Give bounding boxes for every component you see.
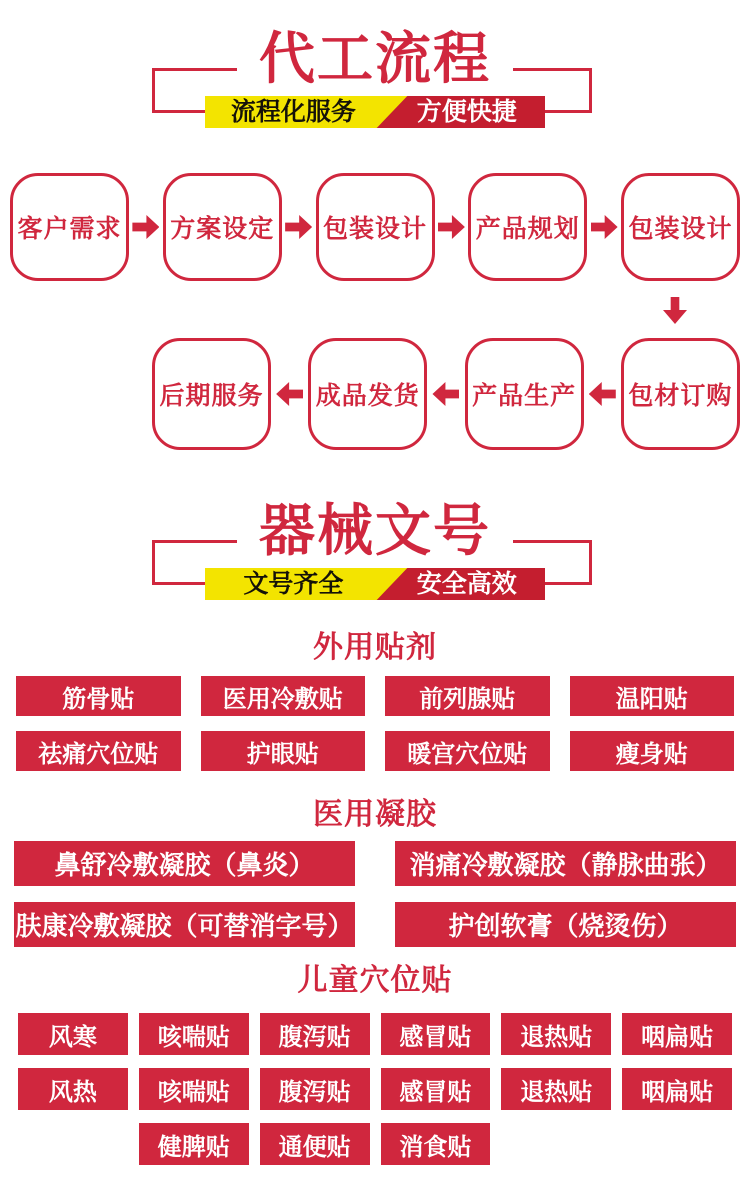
product-tag: 暖宫穴位贴 [385, 731, 550, 771]
product-tag: 护创软膏（烧烫伤） [395, 902, 736, 947]
ribbon-right-label: 方便快捷 [416, 98, 517, 126]
product-tag: 咳喘贴 [139, 1013, 249, 1055]
license-section-header [0, 500, 750, 600]
product-tag: 消痛冷敷凝胶（静脉曲张） [395, 841, 736, 886]
product-tag: 医用冷敷贴 [201, 676, 366, 716]
product-tag: 鼻舒冷敷凝胶（鼻炎） [14, 841, 355, 886]
flow-step-label: 包装设计 [322, 215, 427, 243]
product-tag: 筋骨贴 [16, 676, 181, 716]
flow-step-after-sales-service [152, 338, 271, 450]
arrow-left-icon [589, 382, 616, 406]
product-tag: 肤康冷敷凝胶（可替消字号） [14, 902, 355, 947]
product-tag: 祛痛穴位贴 [16, 731, 181, 771]
children-patches-grid [18, 1013, 732, 1165]
license-ribbon [205, 568, 545, 600]
product-tag: 退热贴 [501, 1068, 611, 1110]
product-tag: 温阳贴 [570, 676, 735, 716]
product-tag: 咽扁贴 [622, 1068, 732, 1110]
ribbon-left-label: 文号齐全 [243, 570, 344, 598]
product-tag: 腹泻贴 [260, 1068, 370, 1110]
product-tag: 瘦身贴 [570, 731, 735, 771]
product-tag: 通便贴 [260, 1123, 370, 1165]
flow-step-goods-delivery [308, 338, 427, 450]
group-heading-external-patches: 外用贴剂 [313, 631, 437, 664]
process-flow-row-2 [152, 338, 740, 450]
arrow-right-icon [132, 215, 159, 239]
product-tag: 健脾贴 [139, 1123, 249, 1165]
process-flow-row-1 [10, 173, 740, 281]
flow-step-label: 产品生产 [472, 382, 577, 410]
product-tag: 前列腺贴 [385, 676, 550, 716]
product-tag: 感冒贴 [381, 1068, 491, 1110]
flow-step-label: 方案设定 [170, 215, 275, 243]
flow-step-packaging-material-order [621, 338, 740, 450]
ribbon-left-label: 流程化服务 [230, 98, 356, 126]
group-heading-children-acupoint-patches: 儿童穴位贴 [297, 964, 453, 997]
flow-step-package-design-2 [621, 173, 740, 281]
flow-step-product-production [465, 338, 584, 450]
flow-step-label: 成品发货 [315, 382, 420, 410]
product-tag: 消食贴 [381, 1123, 491, 1165]
flow-step-customer-demand [10, 173, 129, 281]
flow-step-label: 客户需求 [17, 215, 122, 243]
flow-connector-row [0, 297, 750, 324]
license-section-title: 器械文号 [237, 500, 513, 562]
product-tag: 感冒贴 [381, 1013, 491, 1055]
flow-step-label: 后期服务 [159, 382, 264, 410]
arrow-left-icon [276, 382, 303, 406]
external-patches-grid [16, 676, 734, 771]
medical-gels-grid [14, 841, 736, 947]
arrow-right-icon [591, 215, 618, 239]
product-tag: 腹泻贴 [260, 1013, 370, 1055]
flow-step-label: 包材订购 [628, 382, 733, 410]
group-heading-medical-gels: 医用凝胶 [313, 798, 437, 831]
process-section-title: 代工流程 [237, 28, 513, 90]
arrow-right-icon [438, 215, 465, 239]
product-tag: 风热 [18, 1068, 128, 1110]
flow-step-product-planning [468, 173, 587, 281]
ribbon-right-label: 安全高效 [416, 570, 517, 598]
flow-step-label: 产品规划 [475, 215, 580, 243]
product-tag: 退热贴 [501, 1013, 611, 1055]
product-tag: 护眼贴 [201, 731, 366, 771]
flow-step-label: 包装设计 [628, 215, 733, 243]
arrow-right-icon [285, 215, 312, 239]
process-section-header [0, 28, 750, 128]
product-tag: 风寒 [18, 1013, 128, 1055]
flow-step-plan-setting [163, 173, 282, 281]
process-ribbon [205, 96, 545, 128]
product-tag: 咽扁贴 [622, 1013, 732, 1055]
arrow-left-icon [432, 382, 459, 406]
arrow-down-icon [663, 297, 687, 324]
flow-step-package-design [316, 173, 435, 281]
product-tag: 咳喘贴 [139, 1068, 249, 1110]
